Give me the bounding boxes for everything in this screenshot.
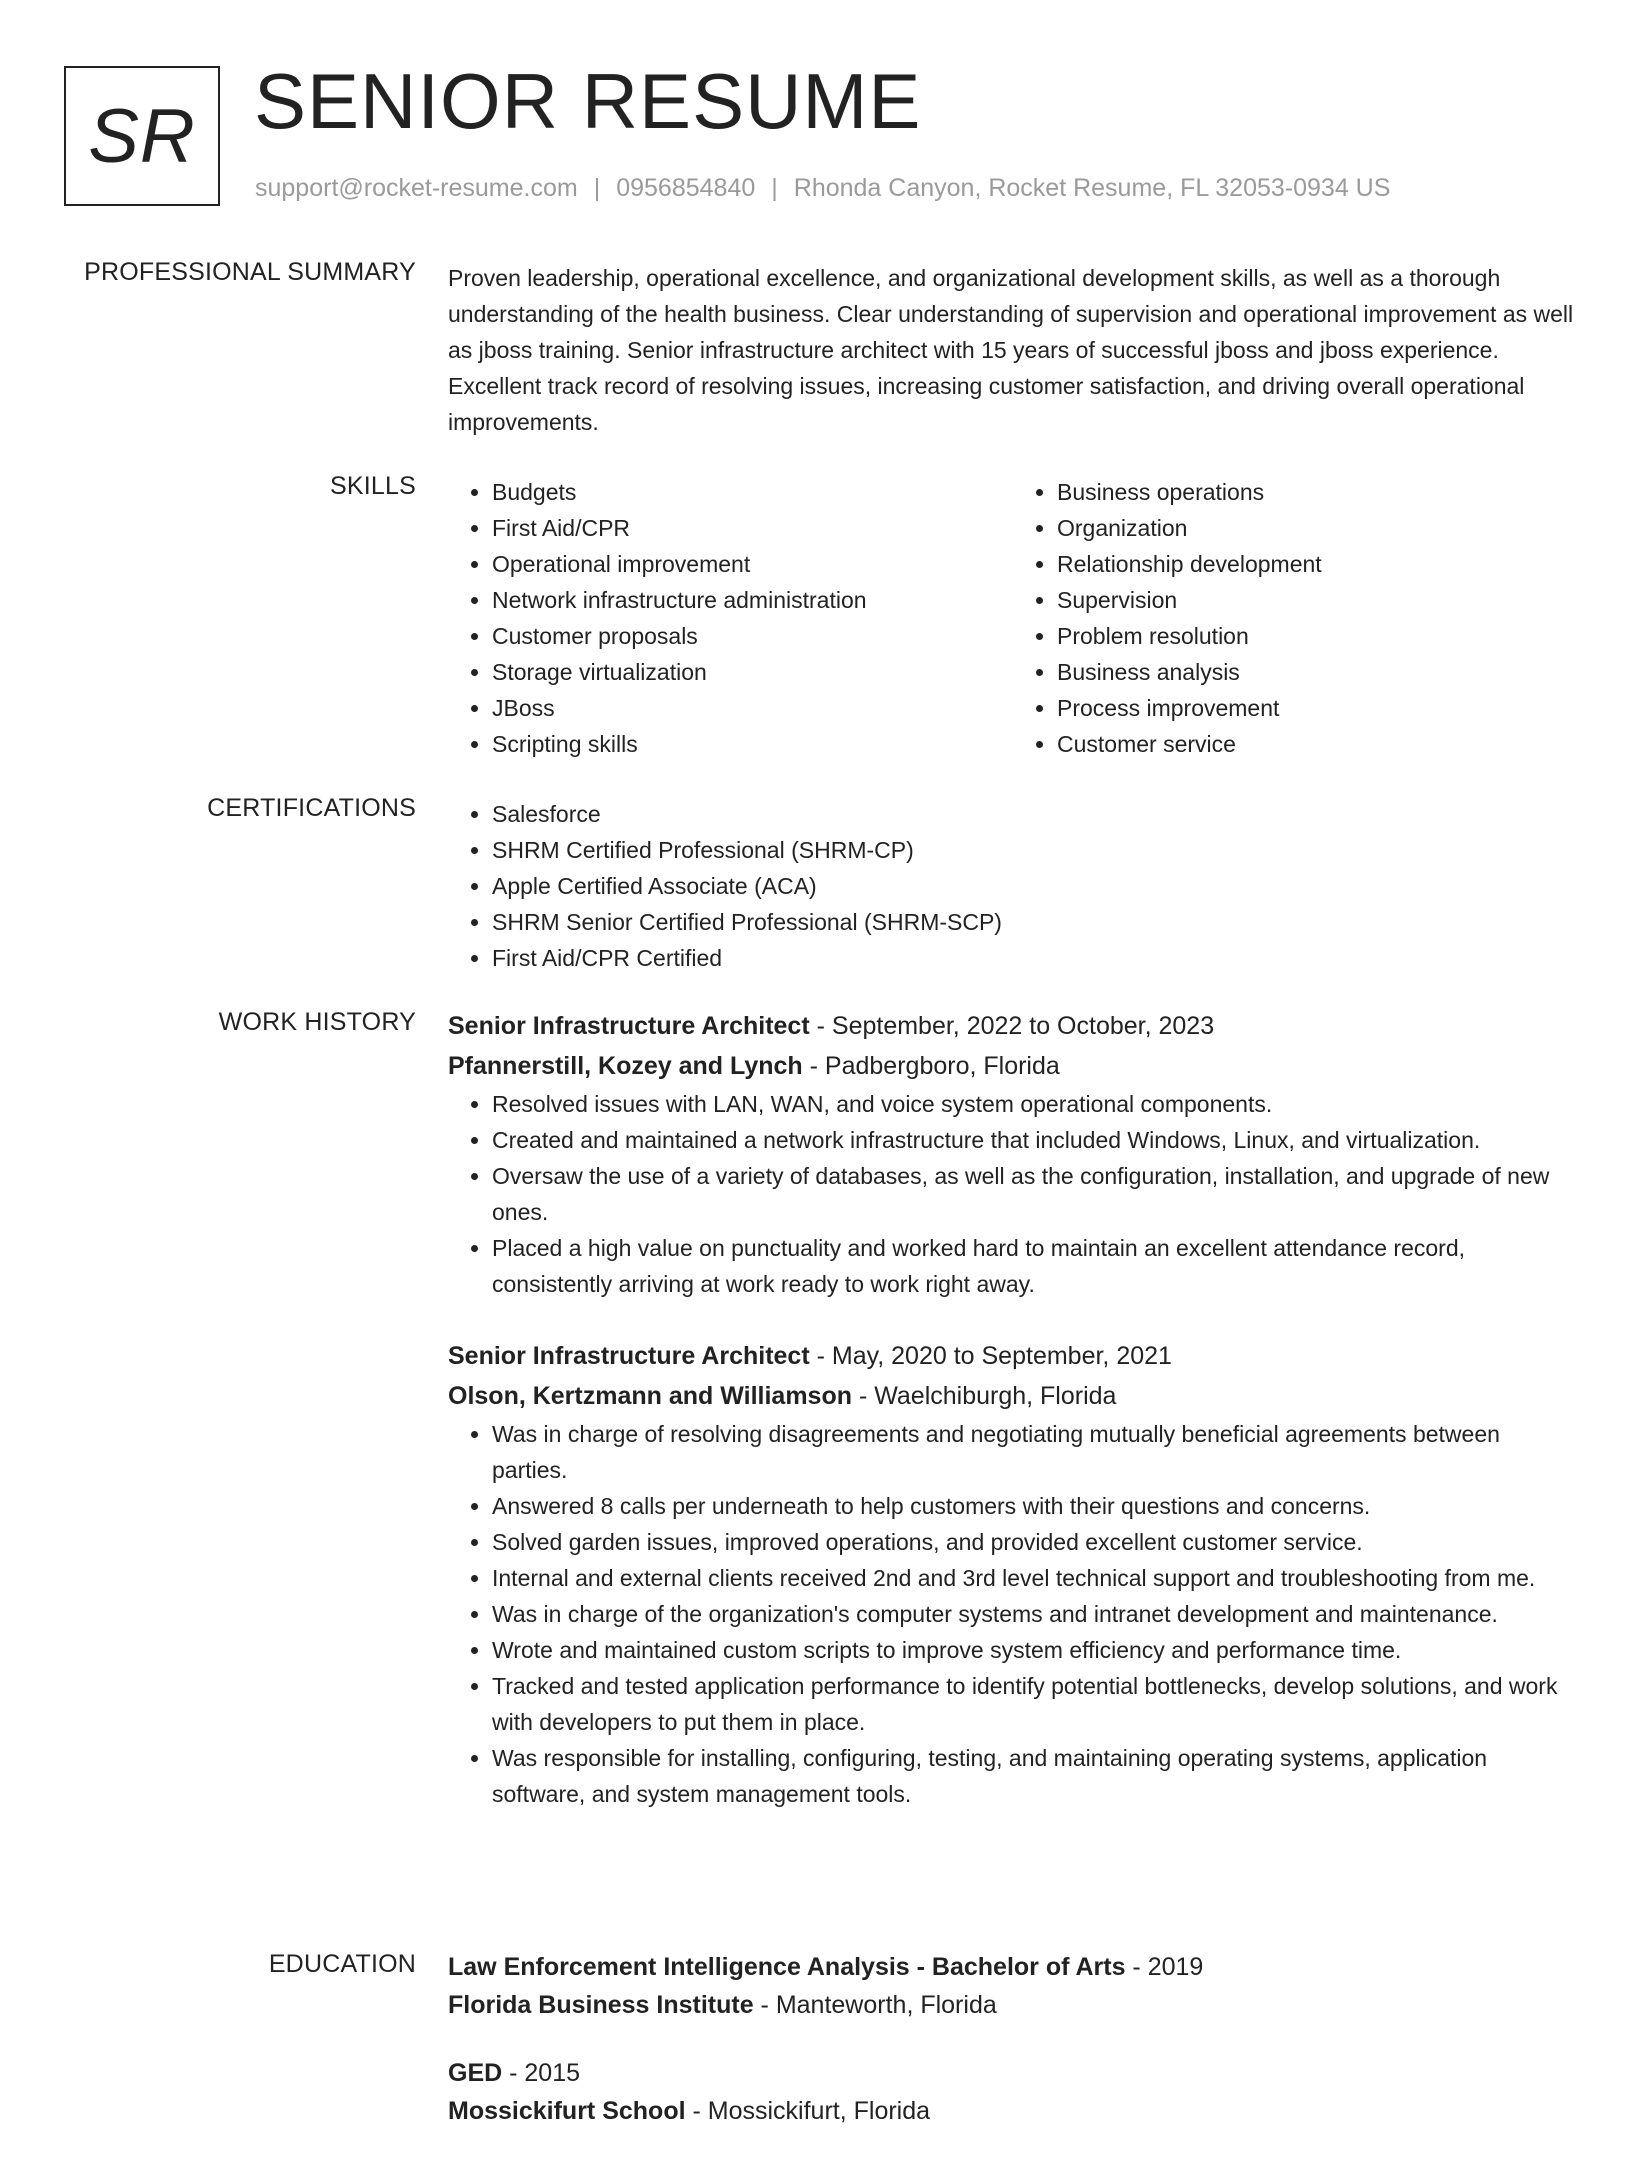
skill-item: • Relationship development (1057, 546, 1578, 582)
contact-line (255, 174, 1390, 203)
education-school-line (448, 2092, 1578, 2130)
job-location: - Padbergboro, Florida (802, 1052, 1060, 1080)
job-location: - Waelchiburgh, Florida (852, 1382, 1117, 1410)
skill-item: • Process improvement (1057, 690, 1578, 726)
education-degree: GED (448, 2059, 503, 2087)
section-label-work-history: WORK HISTORY (218, 1008, 416, 1036)
education-school: Mossickifurt School (448, 2097, 686, 2125)
education-year: - 2015 (502, 2059, 581, 2087)
work-history-body (448, 1006, 1578, 1846)
job-bullet: • Resolved issues with LAN, WAN, and voice system operational components. (492, 1086, 1578, 1122)
job-bullet: • Created and maintained a network infrastructure that included Windows, Linux, and virtualization. (492, 1122, 1578, 1158)
job-dates: - September, 2022 to October, 2023 (809, 1012, 1215, 1040)
job-title: Senior Infrastructure Architect (448, 1012, 810, 1040)
job-bullet: • Oversaw the use of a variety of databases, as well as the configuration, installation, and upgrade of new ones. (492, 1158, 1578, 1230)
certifications-list (448, 796, 1578, 976)
job-bullet: • Was in charge of resolving disagreements and negotiating mutually beneficial agreements between parties. (492, 1416, 1578, 1488)
education-degree-line (448, 1948, 1578, 1986)
job-bullet-list (448, 1416, 1578, 1812)
education-location: - Mossickifurt, Florida (685, 2097, 931, 2125)
section-label-skills: SKILLS (330, 472, 416, 500)
certification-item: • First Aid/CPR Certified (492, 940, 1578, 976)
job-title-line (448, 1336, 1578, 1376)
section-label-certifications: CERTIFICATIONS (207, 794, 416, 822)
skill-item: • Scripting skills (492, 726, 1013, 762)
contact-address: Rhonda Canyon, Rocket Resume, FL 32053-0934 US (793, 174, 1391, 202)
certification-item: • SHRM Certified Professional (SHRM-CP) (492, 832, 1578, 868)
skill-item: • Network infrastructure administration (492, 582, 1013, 618)
job-bullet: • Tracked and tested application performance to identify potential bottlenecks, develop solutions, and work with developers to put them in place. (492, 1668, 1578, 1740)
education-entry (448, 2054, 1578, 2130)
skill-item: • Operational improvement (492, 546, 1013, 582)
job-bullet: • Solved garden issues, improved operations, and provided excellent customer service. (492, 1524, 1578, 1560)
skills-list-right (1013, 474, 1578, 762)
skill-item: • Supervision (1057, 582, 1578, 618)
job-entry (448, 1336, 1578, 1812)
job-entry (448, 1006, 1578, 1302)
education-school: Florida Business Institute (448, 1991, 754, 2019)
skills-list-left (448, 474, 1013, 762)
skill-item: • Storage virtualization (492, 654, 1013, 690)
skill-item: • Problem resolution (1057, 618, 1578, 654)
job-bullet-list (448, 1086, 1578, 1302)
contact-phone[interactable]: 0956854840 (616, 174, 756, 202)
education-body (448, 1948, 1578, 2160)
skill-item: • JBoss (492, 690, 1013, 726)
job-company: Pfannerstill, Kozey and Lynch (448, 1052, 803, 1080)
skill-item: • Budgets (492, 474, 1013, 510)
contact-separator: | (771, 174, 778, 202)
job-bullet: • Wrote and maintained custom scripts to improve system efficiency and performance time. (492, 1632, 1578, 1668)
education-entry (448, 1948, 1578, 2024)
skill-item: • Business operations (1057, 474, 1578, 510)
section-label-education: EDUCATION (268, 1950, 416, 1978)
job-title: Senior Infrastructure Architect (448, 1342, 810, 1370)
job-title-line (448, 1006, 1578, 1046)
job-org-line (448, 1046, 1578, 1086)
skill-item: • Customer service (1057, 726, 1578, 762)
certification-item: • Apple Certified Associate (ACA) (492, 868, 1578, 904)
job-bullet: • Was responsible for installing, configuring, testing, and maintaining operating systems, application software, and system management tools. (492, 1740, 1578, 1812)
education-year: - 2019 (1125, 1953, 1204, 1981)
education-degree: Law Enforcement Intelligence Analysis - Bachelor of Arts (448, 1953, 1126, 1981)
education-location: - Manteworth, Florida (753, 1991, 997, 2019)
job-bullet: • Was in charge of the organization's computer systems and intranet development and maintenance. (492, 1596, 1578, 1632)
job-dates: - May, 2020 to September, 2021 (809, 1342, 1172, 1370)
summary-text: Proven leadership, operational excellence, and organizational development skills, as well as a thorough understanding of the health business. Clear understanding of supervision and operational improvement as well as jboss training. Senior infrastructure architect with 15 years of successful jboss and jboss experience. Excellent track record of resolving issues, increasing customer satisfaction, and driving overall operational improvements. (448, 265, 1574, 435)
certification-item: • SHRM Senior Certified Professional (SHRM-SCP) (492, 904, 1578, 940)
contact-separator: | (593, 174, 601, 202)
section-label-summary: PROFESSIONAL SUMMARY (84, 258, 416, 286)
skill-item: • Business analysis (1057, 654, 1578, 690)
resume-name: SENIOR RESUME (254, 57, 922, 145)
skill-item: • Organization (1057, 510, 1578, 546)
job-bullet: • Answered 8 calls per underneath to help customers with their questions and concerns. (492, 1488, 1578, 1524)
education-degree-line (448, 2054, 1578, 2092)
job-bullet: • Placed a high value on punctuality and worked hard to maintain an excellent attendance record, consistently arriving at work ready to work right away. (492, 1230, 1578, 1302)
education-school-line (448, 1986, 1578, 2024)
monogram-logo: SR (64, 66, 220, 206)
certification-item: • Salesforce (492, 796, 1578, 832)
job-bullet: • Internal and external clients received 2nd and 3rd level technical support and troubleshooting from me. (492, 1560, 1578, 1596)
job-org-line (448, 1376, 1578, 1416)
job-company: Olson, Kertzmann and Williamson (448, 1382, 852, 1410)
contact-email[interactable]: support@rocket-resume.com (255, 174, 578, 202)
skill-item: • Customer proposals (492, 618, 1013, 654)
skill-item: • First Aid/CPR (492, 510, 1013, 546)
